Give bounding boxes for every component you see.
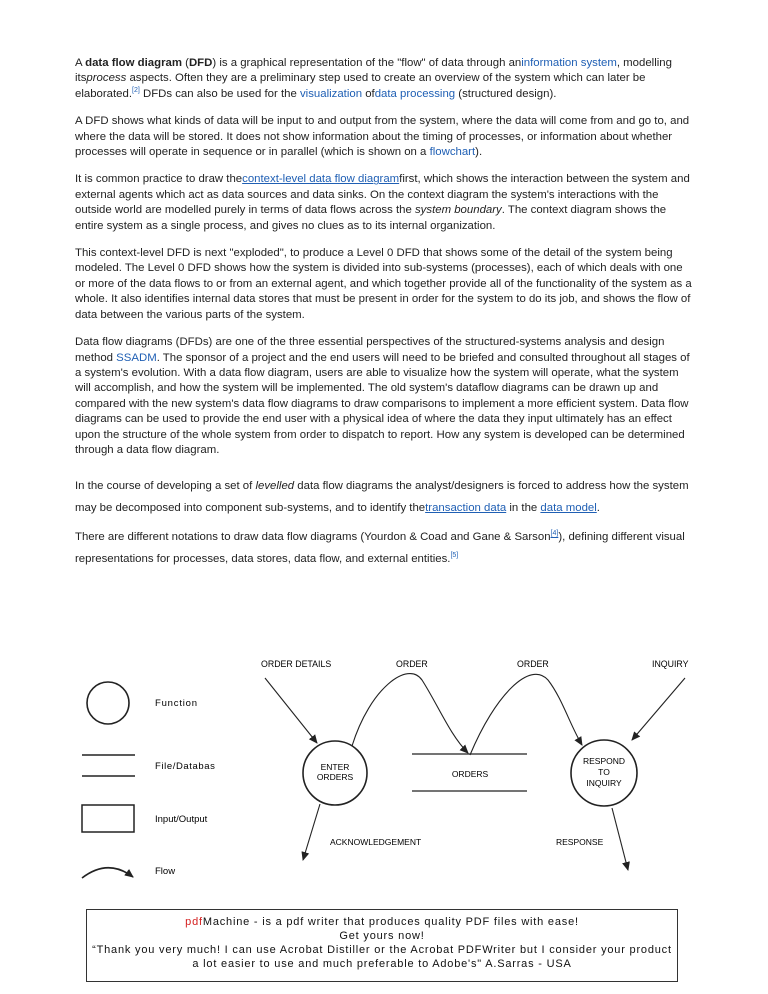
footer-line-2[interactable]: Get yours now! [339, 930, 425, 942]
text: data flow diagrams the analyst/designers is forced to address how the system may be decomposed into component sub-systems, and to identify the [75, 480, 689, 514]
legend-flow-label: Flow [155, 866, 176, 877]
process-respond-line2: TO [598, 767, 610, 777]
dfd-figure [0, 640, 768, 890]
text: . The context diagram shows the entire system as a single process, and gives no clues as to its internal organization. [75, 204, 667, 232]
text: A DFD shows what kinds of data will be input to and output from the system, where the data will come from and go to, and where the data will be stored. It does not show information about the timing of processes, or information about whether processes will operate in sequence or in parallel (which is shown on a [75, 115, 690, 159]
paragraph-4: This context-level DFD is next "exploded", to produce a Level 0 DFD that shows some of the detail of the system being modeled. The Level 0 DFD shows how the system is divided into sub-systems (processes), each of which deals with one or more of the data flows to or from an external agent, and which together provide all of the functionality of the system as a whole. It also identifies internal data stores that must be present in order for the system to do its job, and shows the flow of data between the various parts of the system. [75, 247, 692, 321]
text: . [596, 501, 600, 514]
paragraph-1 [75, 56, 695, 102]
legend-io-label: Input/Output [155, 814, 208, 825]
label-response: RESPONSE [556, 837, 604, 847]
legend-file-label: File/Databas [155, 761, 216, 772]
text: aspects. Often they are a preliminary step used to create an overview of the system which can later be elaborated. [75, 72, 646, 100]
flow-acknowledgement [303, 804, 320, 860]
legend-function-label: Function [155, 698, 198, 709]
flow-order-to-store [352, 674, 468, 753]
text: ( [181, 57, 189, 69]
text-italic: levelled [255, 480, 295, 493]
text-italic: system boundary [414, 204, 502, 217]
text: In the course of developing a set of [75, 480, 256, 493]
process-respond-line1: RESPOND [582, 756, 626, 766]
text: , modelling its [75, 57, 672, 85]
link-context-level-dfd[interactable]: context-level data flow diagram [242, 173, 400, 186]
flow-order-to-respond [470, 674, 582, 755]
text: (structured design). [455, 87, 557, 100]
text: . The sponsor of a project and the end users will need to be briefed and consulted throughout all stages of a system's evolution. With a data flow diagram, users are able to visualize how the system will operate, what the system will accomplish, and how the system will be implemented. The old system's dataflow diagrams can be drawn up and compared with the new system's data flow diagrams to draw comparisons to implement a more efficient system. Data flow diagrams can be used to provide the end user with a physical idea of where the data they input ultimately has an effect upon the structure of the whole system from order to dispatch to report. How any system is developed can be determined through a data flow diagram. [75, 351, 690, 456]
footer-tagline: Machine - is a pdf writer that produces quality PDF files with ease! [202, 916, 579, 928]
link-flowchart[interactable]: flowchart [429, 146, 476, 159]
text: A [75, 57, 86, 69]
citation-5[interactable]: [5] [450, 552, 459, 560]
text: It is common practice to draw the [75, 173, 243, 186]
process-respond-line3: INQUIRY [586, 778, 622, 788]
link-data-processing[interactable]: data processing [374, 87, 456, 100]
text: DFDs can also be used for the [139, 87, 300, 100]
footer-pdf-brand[interactable]: pdf [185, 916, 203, 928]
flow-inquiry [632, 678, 685, 740]
link-data-model[interactable]: data model [540, 501, 597, 514]
label-inquiry: INQUIRY [652, 659, 689, 669]
text-italic: process [86, 72, 127, 85]
legend-io-symbol [82, 805, 134, 832]
footer-line-1 [87, 915, 677, 929]
paragraph-2 [75, 114, 695, 160]
term-bold: data flow diagram [85, 57, 182, 69]
label-order-a: ORDER [396, 659, 428, 669]
link-visualization[interactable]: visualization [299, 87, 363, 100]
text: first, which shows the interaction between the system and external agents which act as data sources and data sinks. On the context diagram the system's interactions with the outside world are modelled purely in terms of data flows across the [75, 173, 690, 217]
pdfmachine-footer [86, 909, 678, 982]
label-acknowledgement: ACKNOWLEDGEMENT [330, 837, 422, 847]
label-order-details: ORDER DETAILS [261, 659, 332, 669]
term-bold: DFD [188, 57, 213, 69]
link-information-system[interactable]: information system [521, 57, 617, 69]
text: of [362, 87, 375, 100]
legend-flow-symbol [82, 868, 133, 878]
legend-function-symbol [87, 682, 129, 724]
text: ). [475, 146, 483, 159]
link-transaction-data[interactable]: transaction data [425, 501, 507, 514]
text: ), defining different visual representations for processes, data stores, data flow, and external entities. [75, 531, 685, 565]
footer-quote: “Thank you very much! I can use Acrobat Distiller or the Acrobat PDFWriter but I consider your product a lot easier to use and much preferable to Adobe's" A.Sarras - USA [92, 944, 672, 970]
flow-order-details [265, 678, 317, 743]
label-order-b: ORDER [517, 659, 549, 669]
text: Data flow diagrams (DFDs) are one of the three essential perspectives of the structured-systems analysis and design method [75, 336, 665, 364]
text: ) is a graphical representation of the "flow" of data through an [212, 57, 522, 69]
citation-4[interactable]: [4] [550, 530, 559, 538]
text: in the [506, 501, 541, 514]
paragraph-5 [75, 335, 695, 458]
paragraph-6 [75, 476, 695, 519]
store-orders-label: ORDERS [451, 769, 489, 779]
paragraph-3 [75, 172, 695, 234]
process-enter-orders-line2: ORDERS [316, 772, 354, 782]
citation-2[interactable]: [2] [132, 87, 140, 95]
link-ssadm[interactable]: SSADM [116, 351, 157, 364]
article-body [75, 56, 695, 578]
text: There are different notations to draw data flow diagrams (Yourdon & Coad and Gane & Sarson [75, 531, 551, 544]
paragraph-7 [75, 527, 695, 570]
flow-response [612, 808, 628, 870]
process-enter-orders-line1: ENTER [320, 762, 350, 772]
